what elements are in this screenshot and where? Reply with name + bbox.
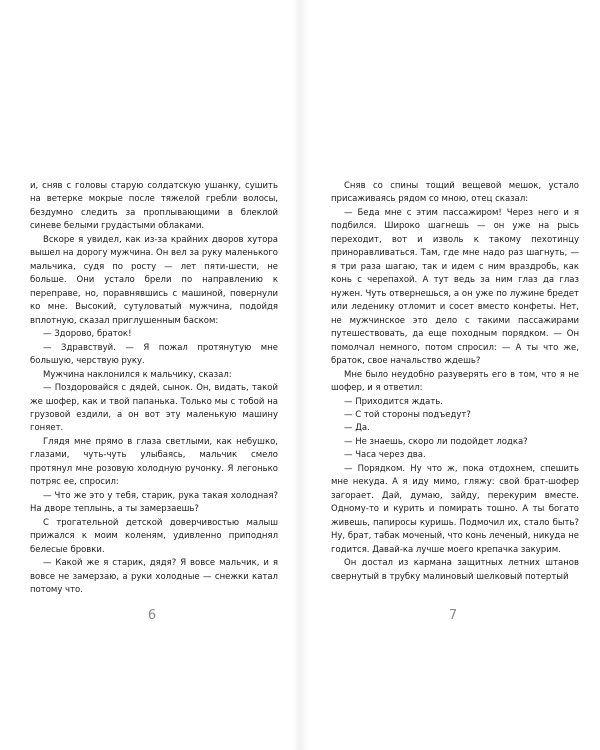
paragraph: Он достал из кармана защитных летних штанов свернутый в трубку малиновый шелковый потертый [331,558,579,582]
paragraph: — Приходится ждать. [344,396,443,407]
paragraph: — Беда мне с этим пассажиром! Через него и я подбился. Широко шагнешь — он уже на рысь переходит, вот и изволь к такому пехотинцу приноравливаться. Там, где мне надо раз шагнуть, — я три раза шагаю, так и идем с ним враздробь, как конь с черепахой. А тут ведь за ним глаз да глаз нужен. Чуть отвернешься, а он уже по лужине бредет или леденику отломит и сосет вместо конфеты. Нет, не мужчинское это дело с такими пассажирами путешествовать, да еще походным порядком. — Он помолчал немного, потом спросил: — А ты что же, браток, свое начальство ждешь? [331,207,579,367]
paragraph: С трогательной детской доверчивостью малыш прижался к моим коленям, удивленно приподнял белесые бровки. [30,517,278,555]
paragraph: Сняв со спины тощий вещевой мешок, устало присаживаясь рядом со мною, отец сказал: [331,181,579,205]
right-page-text [331,180,579,584]
paragraph: Глядя мне прямо в глаза светлыми, как небушко, глазами, чуть-чуть улыбаясь, мальчик смело протянул мне розовую холодную ручонку. Я легонько потряс ее, спросил: [30,436,278,488]
page-number: 6 [147,608,157,623]
paragraph: и, сняв с головы старую солдатскую ушанку, сушить на ветерке мокрые после тяжелой гребли волосы, бездумно следить за проплывающими в блеклой синеве белыми грудастыми облаками. [30,181,278,232]
paragraph: — Часа через два. [344,450,426,461]
paragraph: — Не знаешь, скоро ли подойдет лодка? [344,436,528,447]
book-gutter-shadow [292,0,308,750]
paragraph: Вскоре я увидел, как из-за крайних дворов хутора вышел на дорогу мужчина. Он вел за руку маленького мальчика, судя по росту — лет пяти-шести, не больше. Они устало брели по направлению к переправе, но, поравнявшись с машиной, повернули ко мне. Высокий, сутуловатый мужчина, подойдя вплотную, сказал приглушенным баском: [30,234,278,326]
page-number: 7 [448,608,458,623]
paragraph: — С той стороны подъедут? [344,409,471,420]
paragraph: — Порядком. Ну что ж, пока отдохнем, спешить мне некуда. А я иду мимо, гляжу: свой брат-шофер загорает. Дай, думаю, зайду, перекурим вместе. Одному-то и курить и помирать тошно. А ты богато живешь, папиросы куришь. Подмочил их, стало быть? Ну, брат, табак моченый, что конь леченый, никуда не годится. Давай-ка лучше моего крепачка закурим. [331,463,579,555]
paragraph: — Что же это у тебя, старик, рука такая холодная? На дворе теплынь, а ты замерзаешь? [30,490,278,515]
paragraph: Мужчина наклонился к мальчику, сказал: [43,369,232,380]
paragraph: — Здравствуй. — Я пожал протянутую мне большую, черствую руку. [30,342,278,367]
right-page [300,0,600,750]
paragraph: — Поздоровайся с дядей, сынок. Он, видать, такой же шофер, как и твой папанька. Только мы с тобой на грузовой ездили, а он вот эту маленькую машину гоняет. [30,383,278,434]
paragraph: — Какой же я старик, дядя? Я вовсе мальчик, и я вовсе не замерзаю, а руки холодные — снежки катал потому что. [30,558,278,596]
paragraph: — Да. [344,423,370,434]
paragraph: — Здорово, браток! [43,329,132,340]
paragraph: Мне было неудобно разуверять его в том, что я не шофер, и я ответил: [331,369,579,394]
left-page-text [30,180,278,598]
